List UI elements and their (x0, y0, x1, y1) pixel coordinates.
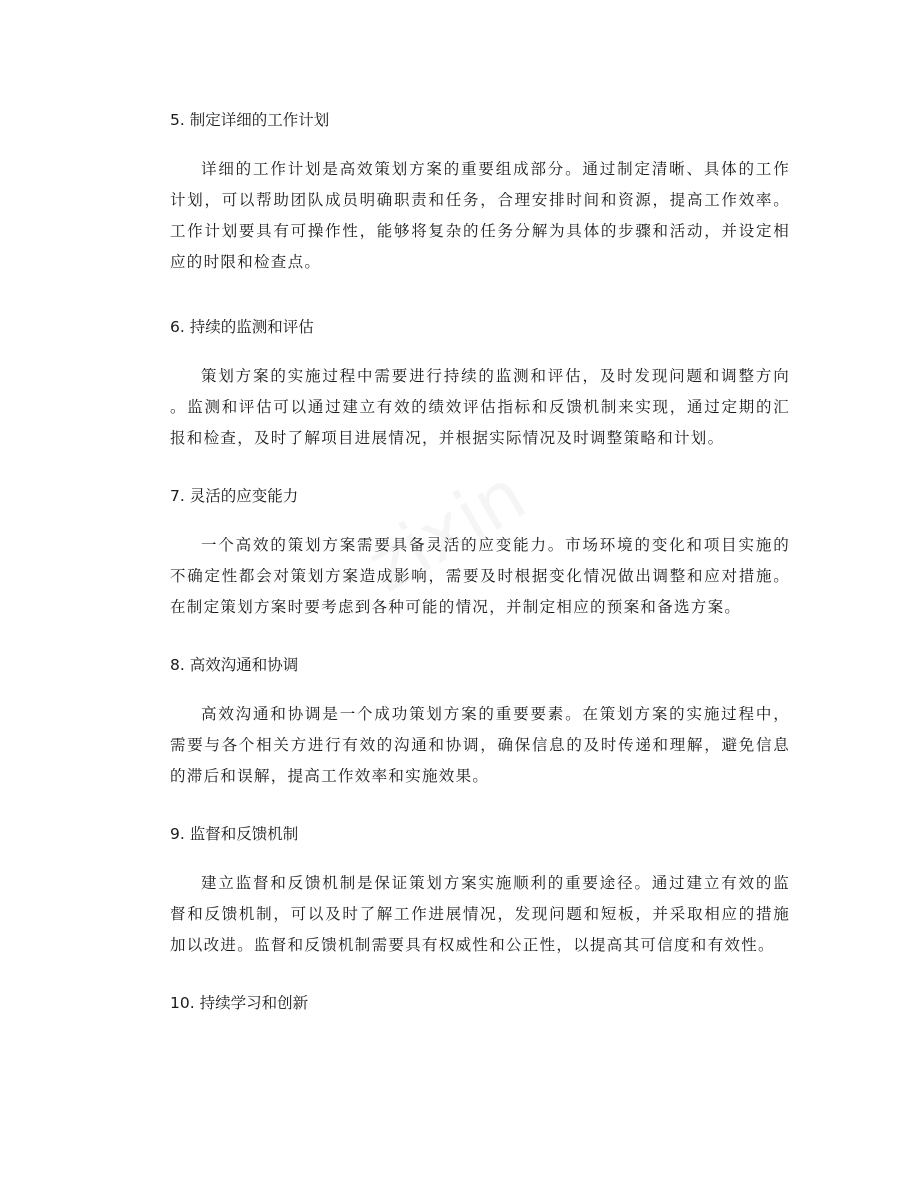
section-paragraph-9 (170, 868, 790, 961)
paragraph-line: 加以改进。监督和反馈机制需要具有权威性和公正性，以提高其可信度和有效性。 (170, 936, 775, 954)
section-heading-10: 10. 持续学习和创新 (170, 994, 309, 1012)
paragraph-line: 计划，可以帮助团队成员明确职责和任务，合理安排时间和资源，提高工作效率。 (170, 191, 790, 209)
section-paragraph-5 (170, 154, 790, 278)
section-heading-8: 8. 高效沟通和协调 (170, 656, 299, 674)
paragraph-line: 不确定性都会对策划方案造成影响，需要及时根据变化情况做出调整和应对措施。 (170, 567, 790, 585)
paragraph-line: 建立监督和反馈机制是保证策划方案实施顺利的重要途径。通过建立有效的监 (201, 874, 790, 892)
paragraph-line: 报和检查，及时了解项目进展情况，并根据实际情况及时调整策略和计划。 (170, 429, 725, 447)
section-heading-9: 9. 监督和反馈机制 (170, 825, 299, 843)
section-paragraph-8 (170, 699, 790, 792)
section-heading-5: 5. 制定详细的工作计划 (170, 111, 330, 129)
paragraph-line: 工作计划要具有可操作性，能够将复杂的任务分解为具体的步骤和活动，并设定相 (170, 222, 790, 240)
section-heading-6: 6. 持续的监测和评估 (170, 318, 314, 336)
paragraph-line: 督和反馈机制，可以及时了解工作进展情况，发现问题和短板，并采取相应的措施 (170, 905, 790, 923)
paragraph-line: 高效沟通和协调是一个成功策划方案的重要要素。在策划方案的实施过程中， (201, 705, 790, 723)
section-paragraph-7 (170, 530, 790, 623)
paragraph-line: 需要与各个相关方进行有效的沟通和协调，确保信息的及时传递和理解，避免信息 (170, 736, 790, 754)
paragraph-line: 详细的工作计划是高效策划方案的重要组成部分。通过制定清晰、具体的工作 (201, 160, 790, 178)
paragraph-line: 策划方案的实施过程中需要进行持续的监测和评估，及时发现问题和调整方向 (201, 367, 790, 385)
paragraph-line: 一个高效的策划方案需要具备灵活的应变能力。市场环境的变化和项目实施的 (201, 536, 790, 554)
section-heading-7: 7. 灵活的应变能力 (170, 487, 299, 505)
section-paragraph-6 (170, 361, 790, 454)
paragraph-line: 的滞后和误解，提高工作效率和实施效果。 (170, 767, 490, 785)
paragraph-line: 应的时限和检查点。 (170, 253, 322, 271)
paragraph-line: 在制定策划方案时要考虑到各种可能的情况，并制定相应的预案和备选方案。 (170, 598, 742, 616)
paragraph-line: 。监测和评估可以通过建立有效的绩效评估指标和反馈机制来实现，通过定期的汇 (170, 398, 790, 416)
